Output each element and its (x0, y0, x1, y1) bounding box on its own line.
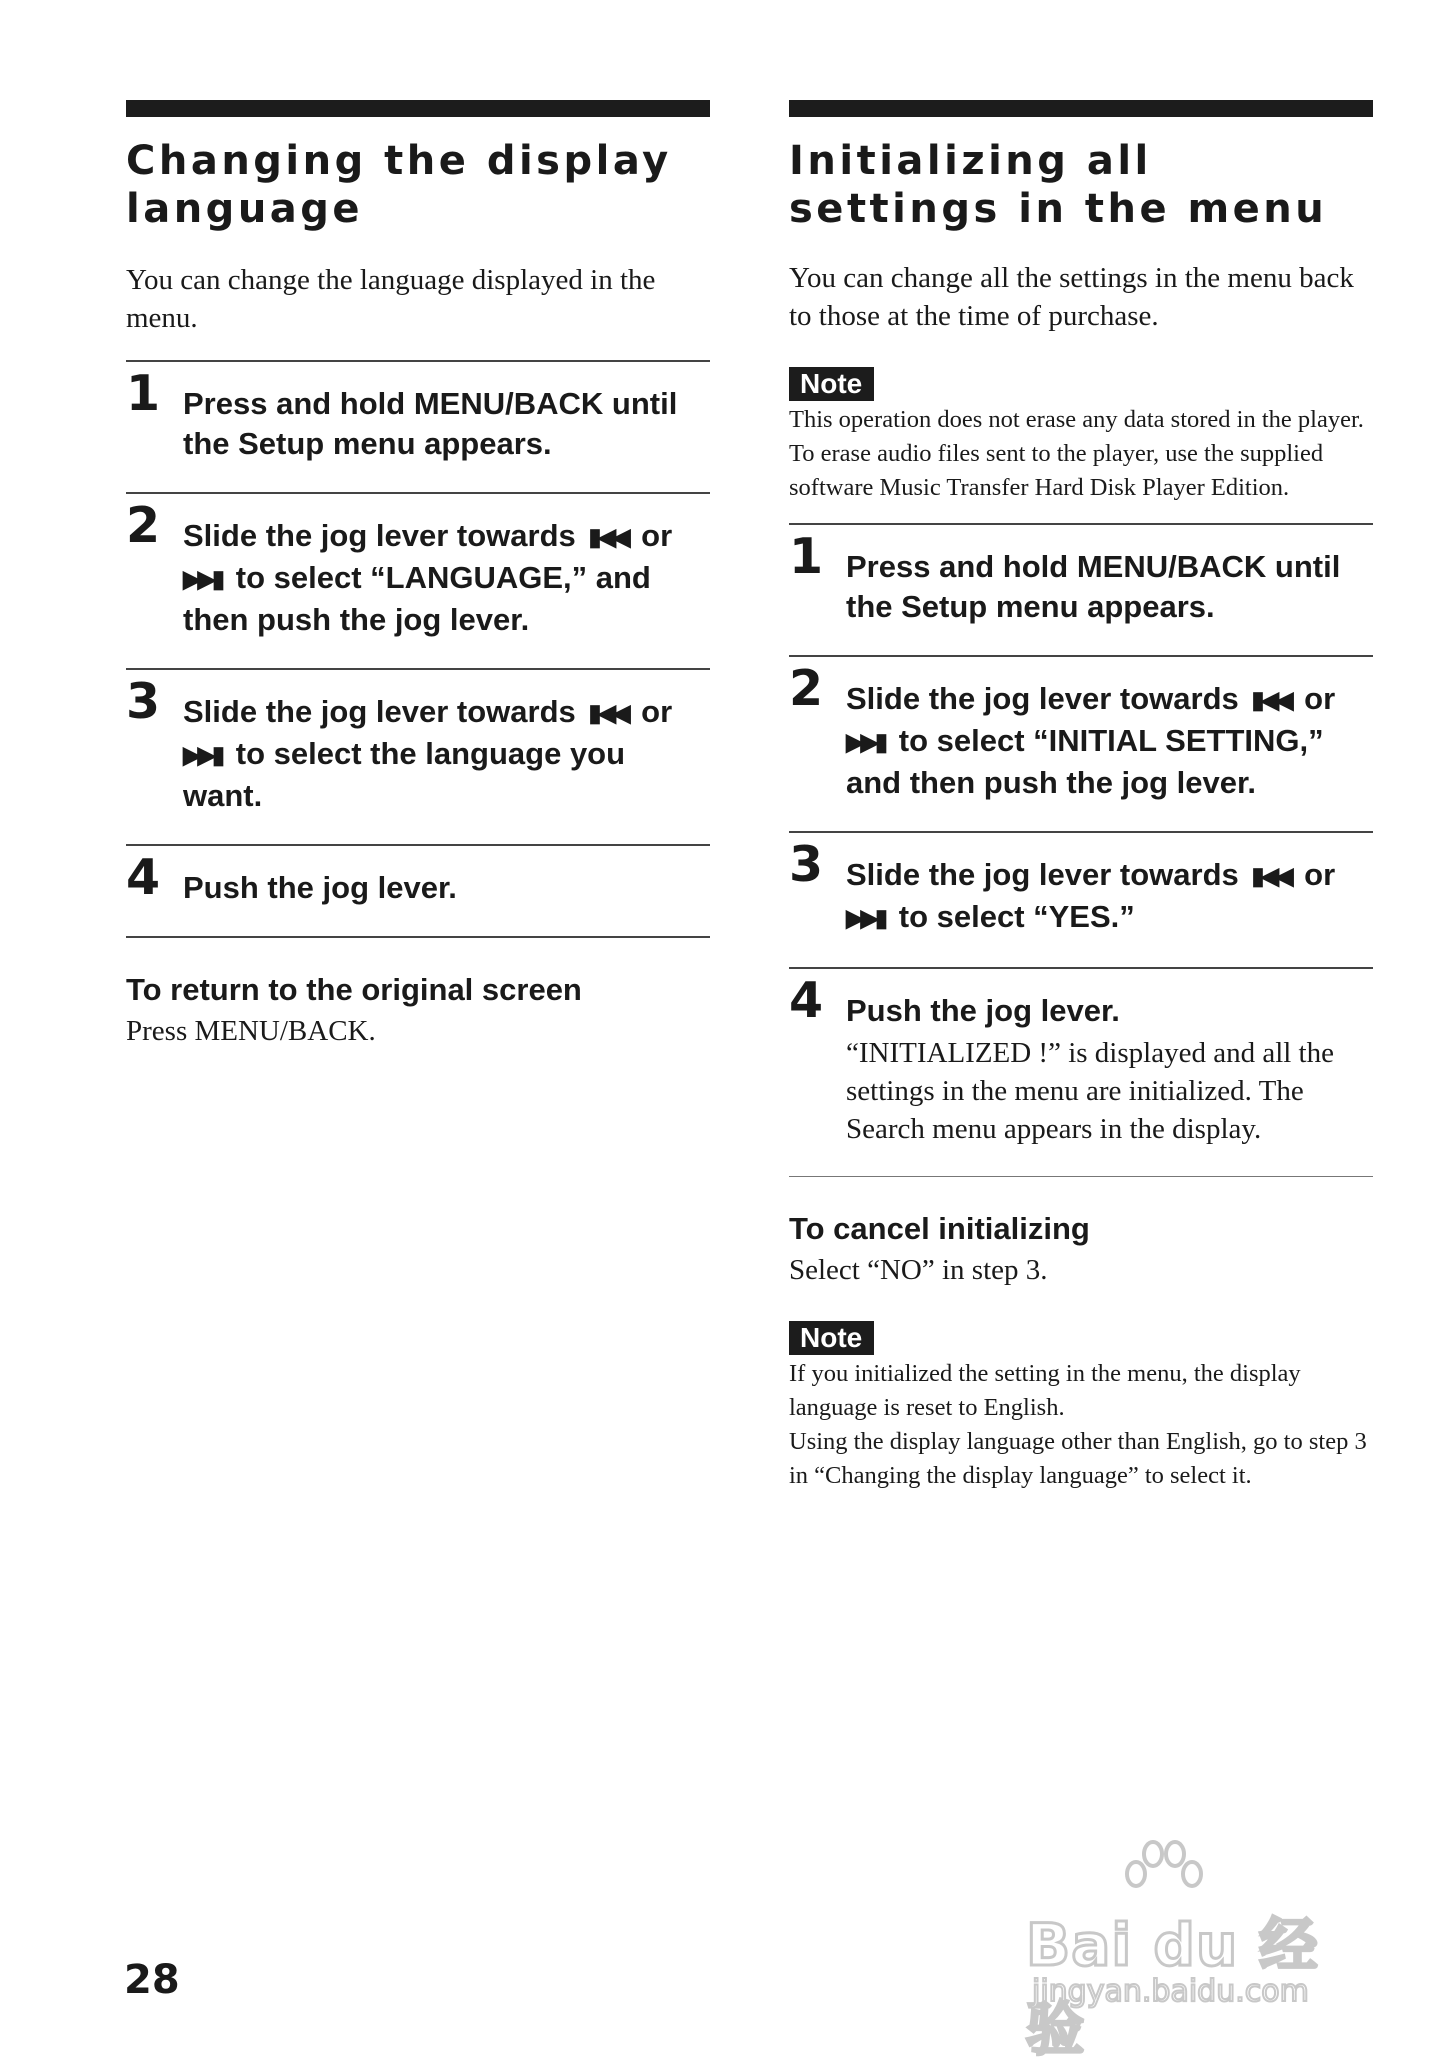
section-intro: You can change all the settings in the menu back to those at the time of purchase. (789, 262, 1354, 332)
step-text-pre: Slide the jog lever towards (183, 694, 576, 729)
watermark (1026, 1838, 1376, 2063)
step-or: or (641, 518, 673, 553)
step-number: 1 (789, 528, 824, 585)
section-top-bar (126, 100, 710, 117)
step-number: 4 (126, 849, 161, 906)
step-text: Press and hold MENU/BACK until the Setup menu appears. (183, 386, 678, 461)
step-number: 4 (789, 972, 824, 1029)
step-number: 3 (789, 836, 824, 893)
step-text-pre: Slide the jog lever towards (846, 857, 1239, 892)
step-number: 2 (126, 497, 161, 554)
subheading-text: Select “NO” in step 3. (789, 1254, 1048, 1286)
subheading-text: Press MENU/BACK. (126, 1015, 376, 1047)
step-3 (126, 670, 710, 846)
skip-previous-icon: ▮◀◀ (1251, 687, 1290, 714)
step-text (846, 673, 1373, 803)
step-or: or (641, 694, 673, 729)
step-text (183, 686, 710, 816)
note-badge: Note (789, 1321, 874, 1355)
note-line: If you initialized the setting in the menu, the display language is reset to English. (789, 1360, 1301, 1421)
step-text-post: to select “INITIAL SETTING,” and then push the jog lever. (846, 723, 1324, 800)
step-text: Press and hold MENU/BACK until the Setup menu appears. (846, 549, 1341, 624)
note-badge: Note (789, 367, 874, 401)
note-text (789, 1357, 1373, 1493)
step-4 (789, 969, 1373, 1177)
skip-next-icon: ▶▶▮ (183, 742, 222, 769)
step-body: “INITIALIZED !” is displayed and all the settings in the menu are initialized. The Search menu appears in the display. (846, 1037, 1334, 1145)
note-text: This operation does not erase any data stored in the player. To erase audio files sent to the player, use the supplied software Music Transfer Hard Disk Player Edition. (789, 406, 1364, 501)
step-text-post: to select “LANGUAGE,” and then push the jog lever. (183, 560, 651, 637)
skip-previous-icon: ▮◀◀ (1251, 863, 1290, 890)
step-text-pre: Slide the jog lever towards (183, 518, 576, 553)
section-title: Changing the display language (126, 138, 672, 232)
subheading: To return to the original screen (126, 972, 582, 1007)
skip-next-icon: ▶▶▮ (846, 905, 885, 932)
step-text: Push the jog lever. (846, 993, 1120, 1028)
step-1 (789, 525, 1373, 657)
subheading: To cancel initializing (789, 1211, 1090, 1246)
step-2 (789, 657, 1373, 833)
step-text: Push the jog lever. (183, 870, 457, 905)
skip-previous-icon: ▮◀◀ (588, 524, 627, 551)
step-3 (789, 833, 1373, 969)
step-or: or (1304, 681, 1336, 716)
step-1 (126, 362, 710, 494)
skip-next-icon: ▶▶▮ (183, 566, 222, 593)
watermark-url: jingyan.baidu.com (1032, 1974, 1309, 2009)
step-or: or (1304, 857, 1336, 892)
left-column (126, 100, 710, 1050)
step-4 (126, 846, 710, 938)
step-text (183, 510, 710, 640)
watermark-logo: Bai du 经验 (1026, 1911, 1319, 2063)
skip-next-icon: ▶▶▮ (846, 729, 885, 756)
step-text-post: to select “YES.” (898, 899, 1135, 934)
section-title: Initializing all settings in the menu (789, 138, 1328, 232)
note-line: Using the display language other than English, go to step 3 in “Changing the display language” to select it. (789, 1428, 1367, 1489)
step-number: 3 (126, 673, 161, 730)
step-text-post: to select the language you want. (183, 736, 626, 813)
step-text-pre: Slide the jog lever towards (846, 681, 1239, 716)
section-top-bar (789, 100, 1373, 117)
skip-previous-icon: ▮◀◀ (588, 700, 627, 727)
step-text (846, 849, 1373, 939)
step-2 (126, 494, 710, 670)
page-number: 28 (124, 1957, 180, 2003)
section-intro: You can change the language displayed in the menu. (126, 264, 656, 334)
step-number: 2 (789, 660, 824, 717)
right-column (789, 100, 1373, 1493)
step-number: 1 (126, 365, 161, 422)
